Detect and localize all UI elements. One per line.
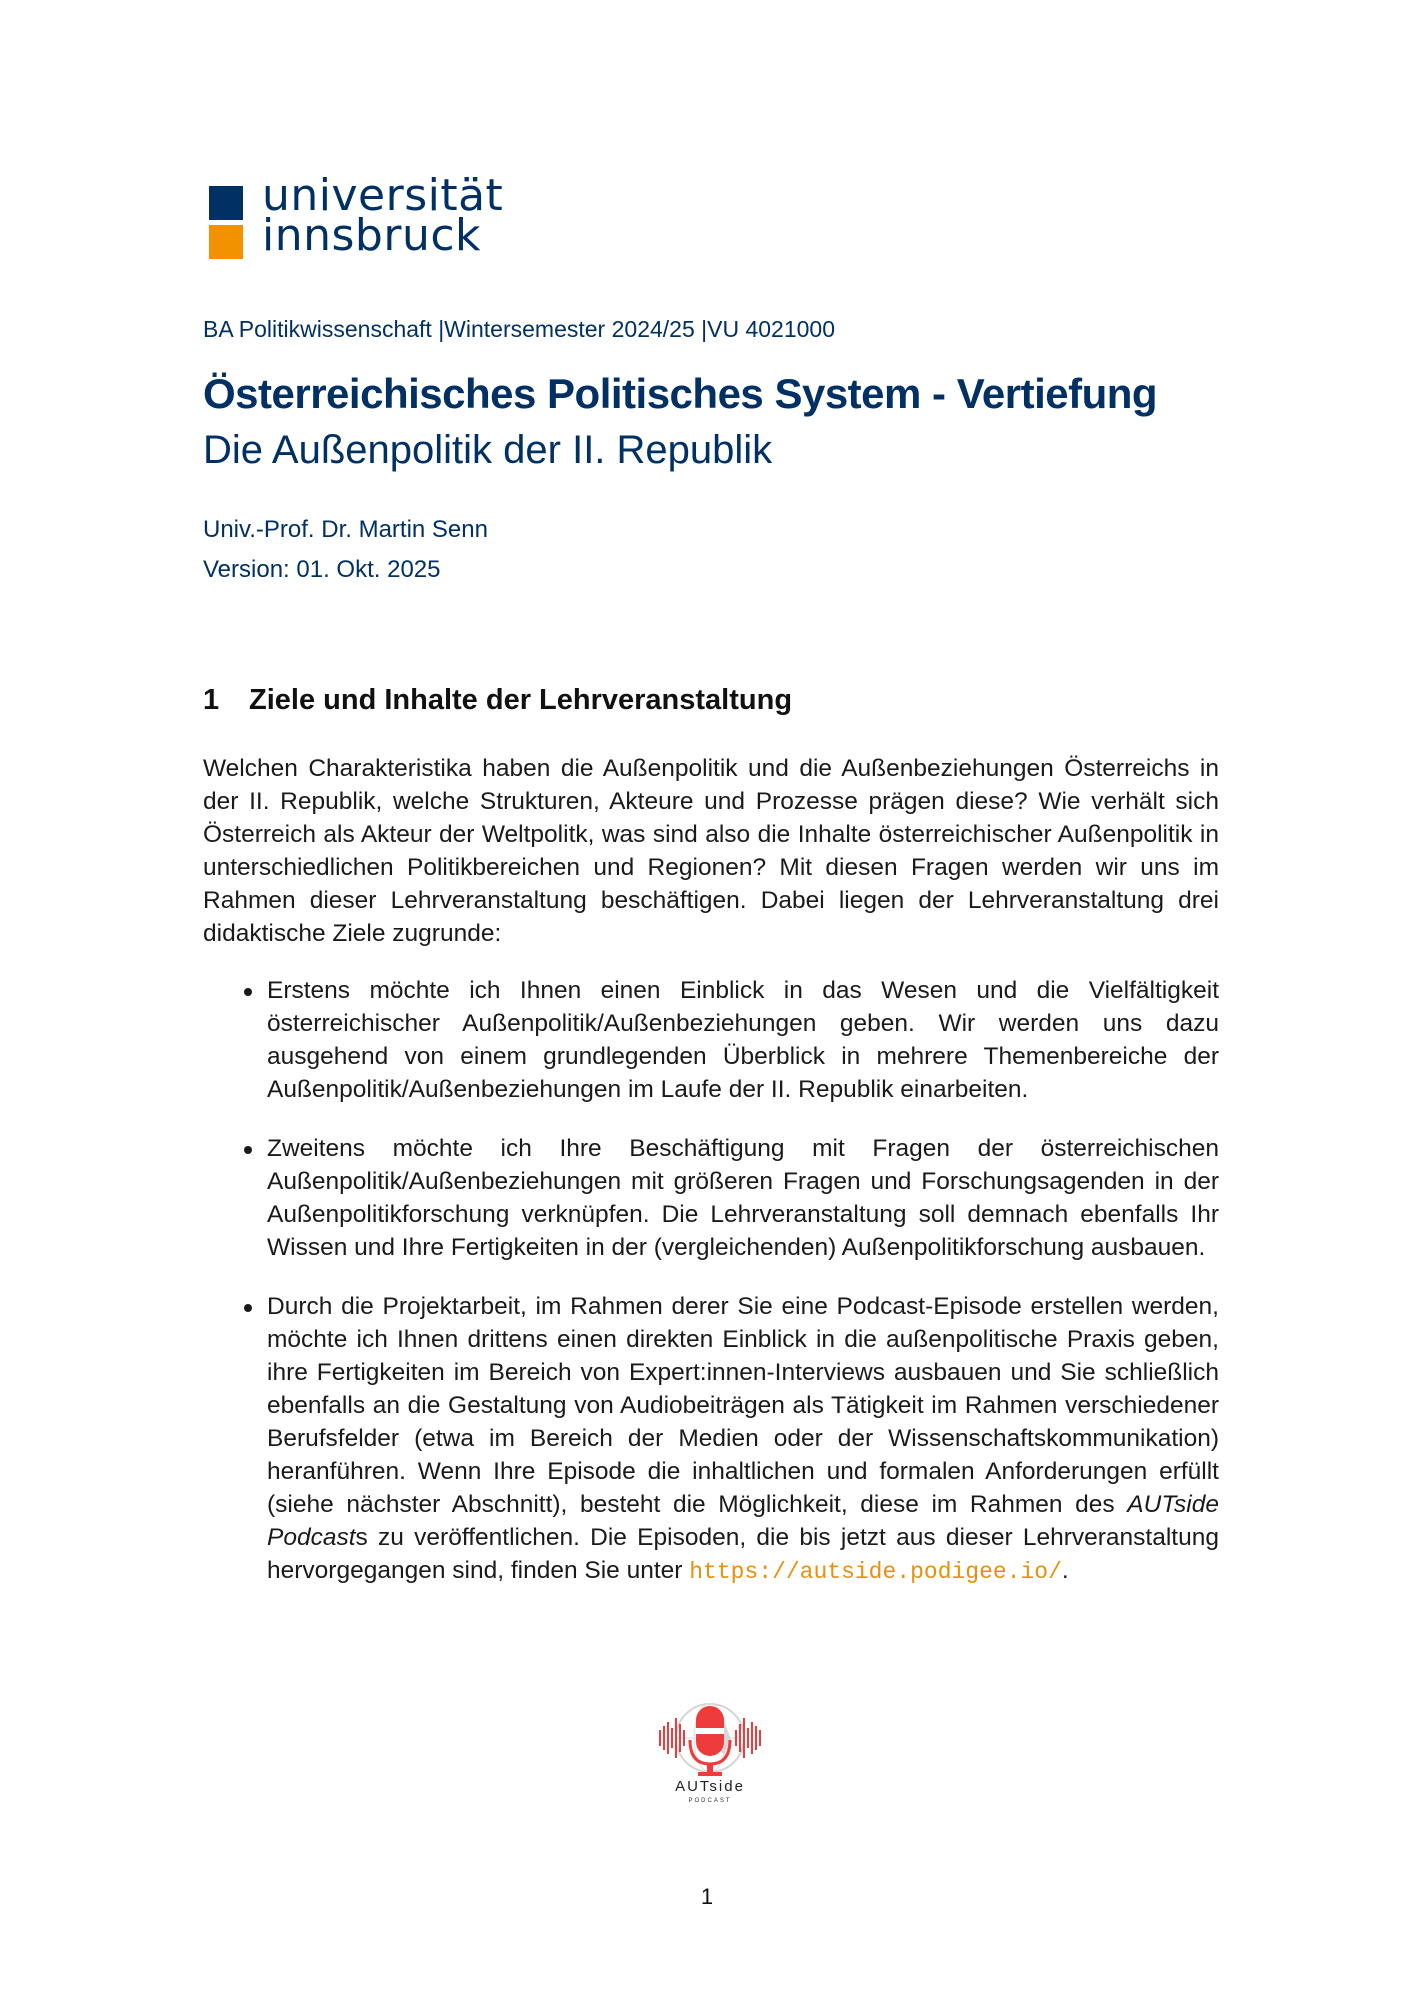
section-number: 1 xyxy=(203,684,220,716)
goals-list xyxy=(203,974,1219,1615)
podcast-name-emphasis: AUTside Podcast xyxy=(267,1491,1219,1551)
list-item-text: Erstens möchte ich Ihnen einen Einblick in das Wesen und die Vielfältigkeit österreichischer Außenpolitik/Außenbeziehungen geben. Wir werden uns dazu ausgehend von einem grundlegenden Überblick in mehrere Themenbereiche der Außenpolitik/Außenbeziehungen im Laufe der II. Republik einarbeiten. xyxy=(267,977,1219,1103)
page-number: 1 xyxy=(700,1884,714,1909)
course-meta-line: BA Politikwissenschaft |Wintersemester 2024/25 |VU 4021000 xyxy=(203,316,835,342)
author: Univ.-Prof. Dr. Martin Senn xyxy=(203,516,488,543)
logo-wordmark xyxy=(262,170,504,261)
microphone-icon xyxy=(652,1700,768,1780)
logo-line-2: innsbruck xyxy=(262,210,481,261)
document-title: Österreichisches Politisches System - Vertiefung xyxy=(203,370,1158,417)
bullet-icon xyxy=(244,988,252,996)
bullet-icon xyxy=(244,1304,252,1312)
section-title: Ziele und Inhalte der Lehrveranstaltung xyxy=(249,684,793,716)
autside-podcast-logo xyxy=(652,1700,768,1810)
document-subtitle: Die Außenpolitik der II. Republik xyxy=(203,428,773,472)
podcast-subtitle: PODCAST xyxy=(688,1798,732,1804)
logo-blue-square xyxy=(209,186,243,220)
list-item-text: Durch die Projektarbeit, im Rahmen derer Sie eine Podcast-Episode erstellen werden, möchte ich Ihnen drittens einen direkten Einblick in die außenpolitische Praxis geben, ihre Fertigkeiten im Bereich von Expert:innen-Interviews ausbauen und Sie schließlich ebenfalls an die Gestaltung von Audiobeiträgen als Tätigkeit im Rahmen verschiedener Berufsfelder (etwa im Bereich der Medien oder der Wissenschaftskommunikation) heranführen. Wenn Ihre Episode die inhaltlichen und formalen Anforderungen erfüllt (siehe nächster Abschnitt), besteht die Möglichkeit, diese im Rahmen des xyxy=(267,1293,1219,1518)
list-item-text: s zu veröffentlichen. Die Episoden, die bis jetzt aus dieser Lehrveranstaltung hervorgegangen sind, finden Sie unter xyxy=(267,1524,1219,1584)
logo-orange-square xyxy=(209,225,243,259)
list-item-text: . xyxy=(1061,1557,1069,1584)
podcast-link[interactable]: https://autside.podigee.io/ xyxy=(689,1559,1062,1585)
podcast-name: AUTside xyxy=(675,1778,745,1795)
bullet-icon xyxy=(244,1146,252,1154)
list-item xyxy=(203,974,1219,1106)
version-date: Version: 01. Okt. 2025 xyxy=(203,556,441,583)
section-heading xyxy=(203,684,792,717)
list-item xyxy=(203,1132,1219,1264)
logo-line-1: universität xyxy=(262,170,504,221)
intro-paragraph: Welchen Charakteristika haben die Außenpolitik und die Außenbeziehungen Österreichs in der II. Republik, welche Strukturen, Akteure und Prozesse prägen diese? Wie verhält sich Österreich als Akteur der Weltpolitk, was sind also die Inhalte österreichischer Außenpolitik in unterschiedlichen Politikbereichen und Regionen? Mit diesen Fragen werden wir uns im Rahmen dieser Lehrveranstaltung beschäftigen. Dabei liegen der Lehrveranstaltung drei didaktische Ziele zugrunde: xyxy=(203,755,1219,947)
list-item xyxy=(203,1290,1219,1589)
list-item-text: Zweitens möchte ich Ihre Beschäftigung mit Fragen der österreichischen Außenpolitik/Außenbeziehungen mit größeren Fragen und Forschungsagenden in der Außenpolitikforschung verknüpfen. Die Lehrveranstaltung soll demnach ebenfalls Ihr Wissen und Ihre Fertigkeiten in der (vergleichenden) Außenpolitikforschung ausbauen. xyxy=(267,1135,1219,1261)
